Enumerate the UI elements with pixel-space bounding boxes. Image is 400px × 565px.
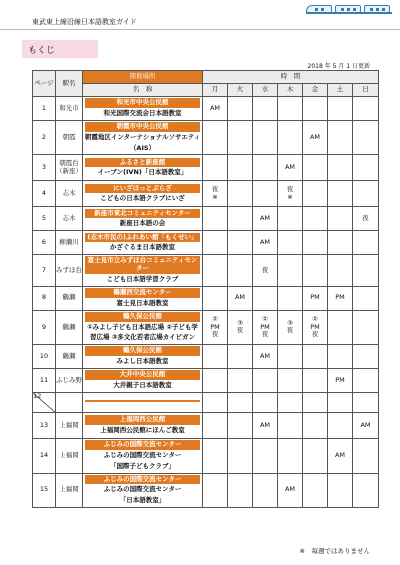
time-cell (303, 97, 328, 121)
time-cell: AM (253, 345, 278, 369)
class-name: 習広場 ③多文化若者広場カイビガン (89, 333, 196, 342)
time-cell: 夜 (353, 207, 379, 231)
class-name: ①みよし子ども日本語広場 ②子ども学 (87, 322, 198, 331)
time-cell (228, 121, 253, 155)
time-cell (303, 439, 328, 473)
time-cell: ② PM 夜 (303, 310, 328, 344)
time-cell: ③ 夜 (278, 310, 303, 344)
row-page: 5 (33, 207, 56, 231)
row-page: 1 (33, 97, 56, 121)
time-cell (303, 473, 328, 507)
row-venue-cell (83, 345, 203, 369)
time-cell (328, 345, 353, 369)
footnote: ※ 毎週ではありません (299, 547, 370, 555)
time-cell (228, 155, 253, 181)
row-station: ふじみ野 (56, 369, 83, 393)
time-cell: PM (328, 286, 353, 310)
time-cell (278, 207, 303, 231)
table-row (33, 439, 379, 473)
row-station: 柳瀬川 (56, 231, 83, 255)
row-station: 志木 (56, 207, 83, 231)
class-name: 和光国際交流会日本語教室 (103, 109, 182, 117)
row-venue-cell (83, 393, 203, 413)
time-cell: AM (278, 155, 303, 181)
row-venue-cell (83, 473, 203, 507)
time-cell (278, 413, 303, 439)
time-cell (353, 231, 379, 255)
row-page: 13 (33, 413, 56, 439)
header-day: 水 (253, 84, 278, 97)
time-cell: 夜 ※ (203, 181, 228, 207)
time-cell (353, 255, 379, 286)
row-venue-cell (83, 369, 203, 393)
row-venue-cell (83, 413, 203, 439)
header-page: ページ (33, 71, 56, 97)
venue-name: 鶴久保公民館 (85, 312, 200, 322)
row-page: 2 (33, 121, 56, 155)
time-cell: ② PM 夜 (203, 310, 228, 344)
row-venue-cell (83, 121, 203, 155)
table-row (33, 393, 379, 413)
time-cell (353, 97, 379, 121)
time-cell: 夜 ※ (278, 181, 303, 207)
row-page: 12 (33, 393, 56, 413)
row-page: 3 (33, 155, 56, 181)
time-cell: ② PM 夜 (253, 310, 278, 344)
table-row (33, 345, 379, 369)
time-cell (203, 231, 228, 255)
time-cell (303, 207, 328, 231)
time-cell (278, 369, 303, 393)
time-cell (203, 439, 228, 473)
time-cell: AM (203, 97, 228, 121)
time-cell (203, 121, 228, 155)
table-row (33, 155, 379, 181)
time-cell (203, 473, 228, 507)
table-row (33, 207, 379, 231)
class-name: （AIS） (129, 143, 156, 152)
time-cell (328, 155, 353, 181)
time-cell (278, 231, 303, 255)
class-name: 朝霞地区インターナショナルソサエティ (84, 132, 201, 141)
time-cell (353, 155, 379, 181)
row-station: 志木 (56, 181, 83, 207)
time-cell: AM (253, 207, 278, 231)
venue-name: にいざほっとぷらざ (85, 184, 200, 194)
time-cell (203, 286, 228, 310)
row-venue-cell (83, 439, 203, 473)
venue-name: 鶴瀬西交流センター (85, 288, 200, 298)
time-cell: 夜 (253, 255, 278, 286)
time-cell (253, 181, 278, 207)
time-cell (353, 393, 379, 413)
row-venue-cell (83, 286, 203, 310)
venue-name: 和光市中央公民館 (85, 98, 200, 108)
class-name: 「日本語教室」 (119, 496, 166, 505)
time-cell (328, 97, 353, 121)
row-venue-cell (83, 97, 203, 121)
header-day: 木 (278, 84, 303, 97)
table-row (33, 181, 379, 207)
time-cell (203, 207, 228, 231)
table-row (33, 310, 379, 344)
row-station (56, 393, 83, 413)
class-name: ふじみの国際交流センター (103, 450, 182, 459)
row-page: 4 (33, 181, 56, 207)
row-station: 和光市 (56, 97, 83, 121)
class-name: こどもの日本語クラブにいざ (100, 194, 185, 203)
venue-name: 鶴久保公民館 (85, 346, 200, 356)
time-cell (278, 439, 303, 473)
time-cell (203, 393, 228, 413)
time-cell (228, 207, 253, 231)
updated-date: 2018 年 5 月 1 日更新 (307, 63, 370, 70)
time-cell (203, 255, 228, 286)
time-cell (203, 345, 228, 369)
time-cell (253, 97, 278, 121)
header-day: 月 (203, 84, 228, 97)
time-cell (303, 369, 328, 393)
time-cell (228, 231, 253, 255)
top-bar (0, 0, 400, 30)
document-title: 東武東上線沿線日本語教室ガイド (32, 18, 137, 26)
row-station: みずほ台 (56, 255, 83, 286)
time-cell (253, 369, 278, 393)
time-cell (353, 439, 379, 473)
venue-name: 大井中央公民館 (85, 370, 200, 380)
contents-table (32, 70, 379, 508)
table-row (33, 231, 379, 255)
row-page: 6 (33, 231, 56, 255)
time-cell (328, 207, 353, 231)
header-venue-name: 名 称 (83, 84, 203, 97)
class-name (83, 403, 202, 406)
time-cell (278, 393, 303, 413)
row-station: 鶴瀬 (56, 286, 83, 310)
table-row (33, 121, 379, 155)
class-name: こども日本語学習クラブ (106, 274, 179, 283)
time-cell (353, 181, 379, 207)
row-page: 10 (33, 345, 56, 369)
class-name: かざぐるま日本語教室 (110, 243, 175, 252)
time-cell (228, 369, 253, 393)
row-page: 7 (33, 255, 56, 286)
row-venue-cell (83, 255, 203, 286)
table-row (33, 286, 379, 310)
class-name: 上福岡西公民館にほんご教室 (100, 426, 185, 435)
time-cell (303, 255, 328, 286)
time-cell (278, 255, 303, 286)
row-page: 14 (33, 439, 56, 473)
class-name: 大井親子日本語教室 (113, 381, 172, 390)
time-cell (253, 155, 278, 181)
table-row (33, 97, 379, 121)
header-time-group: 時 間 (203, 71, 379, 84)
time-cell (328, 393, 353, 413)
time-cell (228, 439, 253, 473)
time-cell (253, 121, 278, 155)
time-cell (253, 286, 278, 310)
time-cell: AM (278, 473, 303, 507)
row-station: 鶴瀬 (56, 310, 83, 344)
table-row (33, 369, 379, 393)
row-venue-cell (83, 155, 203, 181)
table-row (33, 255, 379, 286)
class-name: 「国際子どもクラブ」 (110, 461, 175, 470)
row-station: 朝霞台 （新座） (56, 155, 83, 181)
venue-name: (志木市民の)ふれあい館「もくせい」 (85, 233, 200, 243)
time-cell (228, 345, 253, 369)
time-cell (303, 393, 328, 413)
header-day: 土 (328, 84, 353, 97)
time-cell: ③ 夜 (228, 310, 253, 344)
time-cell (278, 286, 303, 310)
row-page: 15 (33, 473, 56, 507)
time-cell (253, 439, 278, 473)
time-cell (203, 155, 228, 181)
class-name: ふじみの国際交流センター (103, 485, 182, 494)
header-station: 駅名 (56, 71, 83, 97)
time-cell: PM (328, 369, 353, 393)
class-name: イーブン(IVN)「日本語教室」 (97, 168, 188, 177)
time-cell: AM (228, 286, 253, 310)
time-cell: AM (328, 439, 353, 473)
venue-name: ふるさと新座館 (85, 158, 200, 168)
time-cell (303, 155, 328, 181)
row-page: 9 (33, 310, 56, 344)
time-cell: AM (253, 231, 278, 255)
row-venue-cell (83, 181, 203, 207)
train-icon (306, 4, 392, 14)
time-cell (328, 231, 353, 255)
time-cell (228, 255, 253, 286)
time-cell (303, 231, 328, 255)
time-cell (203, 369, 228, 393)
row-station: 上福岡 (56, 473, 83, 507)
time-cell (228, 393, 253, 413)
row-page: 8 (33, 286, 56, 310)
time-cell (353, 473, 379, 507)
row-venue-cell (83, 231, 203, 255)
time-cell (328, 121, 353, 155)
venue-name: 富士見市立みずほ台コミュニティセンター (85, 256, 200, 274)
row-station: 上福岡 (56, 439, 83, 473)
time-cell (278, 97, 303, 121)
venue-name: 上福岡西公民館 (85, 415, 200, 425)
time-cell (253, 393, 278, 413)
time-cell (353, 345, 379, 369)
time-cell (328, 255, 353, 286)
row-station: 朝霞 (56, 121, 83, 155)
venue-name: ふじみの国際交流センター (85, 440, 200, 450)
time-cell (278, 345, 303, 369)
contents-heading: もくじ (22, 40, 98, 58)
time-cell (228, 97, 253, 121)
header-venue-group: 開催場所 (83, 71, 203, 84)
row-station: 上福岡 (56, 413, 83, 439)
venue-name (85, 400, 200, 402)
time-cell (228, 181, 253, 207)
time-cell: AM (353, 413, 379, 439)
venue-name: ふじみの国際交流センター (85, 475, 200, 485)
class-name: 富士見日本語教室 (116, 298, 169, 307)
header-day: 金 (303, 84, 328, 97)
venue-name: 新座市東北コミュニティセンター (85, 209, 200, 219)
time-cell (353, 369, 379, 393)
class-name: みよし日本語教室 (116, 357, 169, 366)
row-page: 11 (33, 369, 56, 393)
time-cell (328, 181, 353, 207)
venue-name: 朝霞市中央公民館 (85, 122, 200, 132)
header-day: 火 (228, 84, 253, 97)
time-cell: AM (253, 413, 278, 439)
time-cell (203, 413, 228, 439)
header-day: 日 (353, 84, 379, 97)
time-cell (353, 286, 379, 310)
time-cell (353, 310, 379, 344)
class-name: 新座日本語の会 (119, 219, 166, 228)
time-cell: AM (303, 121, 328, 155)
time-cell (328, 413, 353, 439)
time-cell: PM (303, 286, 328, 310)
row-station: 鶴瀬 (56, 345, 83, 369)
time-cell (353, 121, 379, 155)
time-cell (303, 413, 328, 439)
time-cell (228, 413, 253, 439)
time-cell (228, 473, 253, 507)
row-venue-cell (83, 207, 203, 231)
table-row (33, 473, 379, 507)
table-row (33, 413, 379, 439)
time-cell (303, 181, 328, 207)
row-venue-cell (83, 310, 203, 344)
time-cell (253, 473, 278, 507)
time-cell (328, 310, 353, 344)
time-cell (303, 345, 328, 369)
time-cell (328, 473, 353, 507)
time-cell (278, 121, 303, 155)
